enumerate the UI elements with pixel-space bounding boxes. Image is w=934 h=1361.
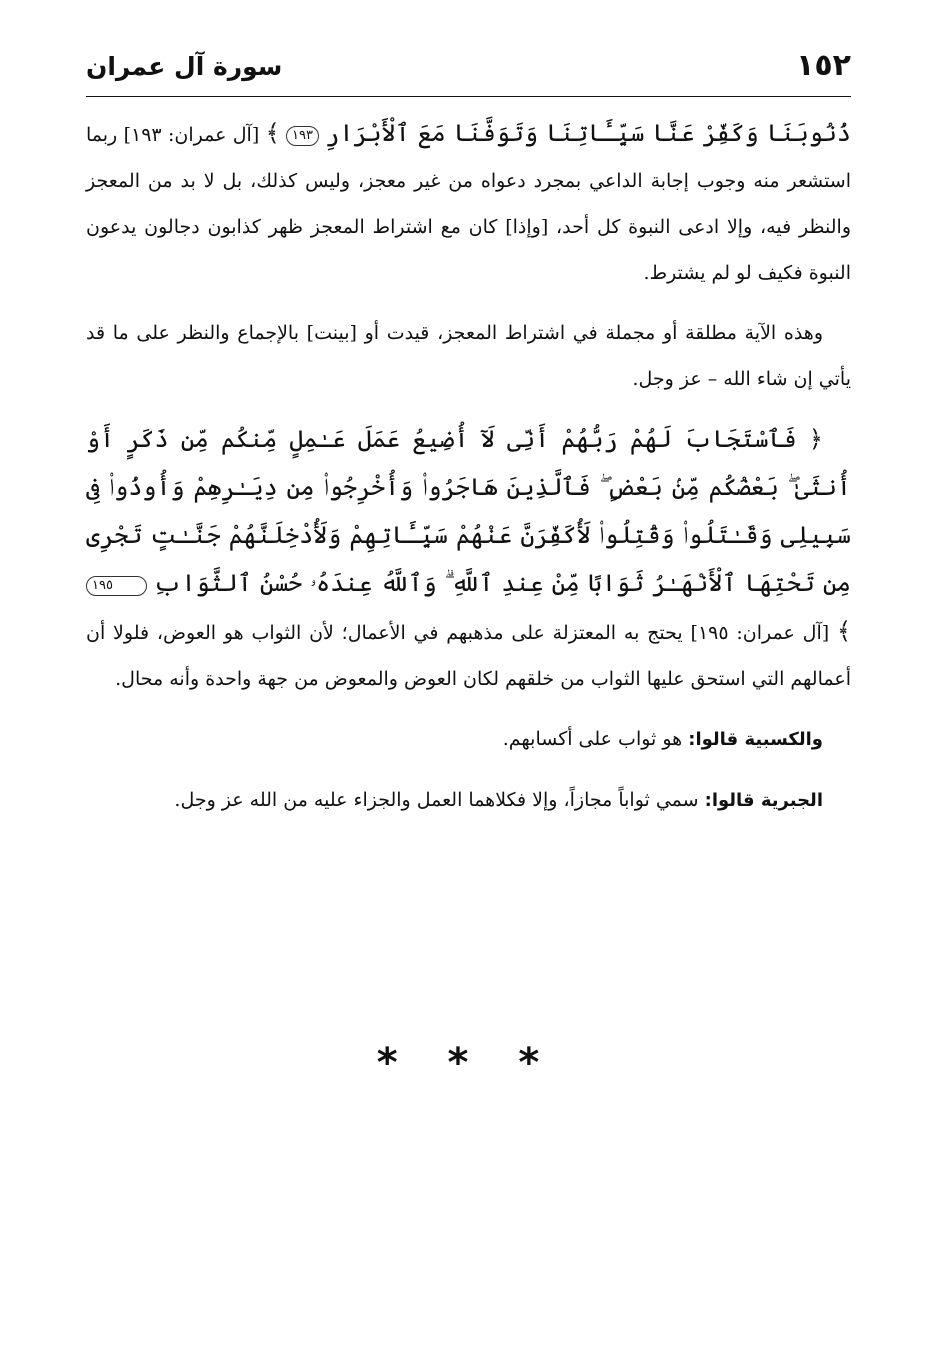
page-header xyxy=(86,46,851,97)
paragraph-4 xyxy=(86,716,851,763)
paragraph-5 xyxy=(86,777,851,824)
page-body xyxy=(86,110,851,838)
commentary-text: هو ثواب على أكسابهم. xyxy=(502,728,683,750)
closing-bracket: ﴾ xyxy=(836,617,852,645)
verse-number-mark: ١٩٣ xyxy=(286,126,319,146)
quran-verse: ذُنُوبَنَا وَكَفِّرْ عَنَّا سَيِّـَٔاتِنَا وَتَوَفَّنَا مَعَ ٱلْأَبْرَارِ xyxy=(325,119,851,147)
page-number: ١٥٢ xyxy=(796,48,851,83)
quran-verse: ﴿ فَٱسْتَجَابَ لَهُمْ رَبُّهُمْ أَنِّى لَآ أُضِيعُ عَمَلَ عَـٰمِلٍ مِّنكُم مِّن ذَكَرٍ أَوْ أُنثَىٰ ۖ بَعْضُكُم مِّنۢ بَعْضٍ ۖ فَٱلَّذِينَ هَاجَرُوا۟ وَأُخْرِجُوا۟ مِن دِيَـٰرِهِمْ وَأُوذُوا۟ فِى سَبِيلِى وَقَـٰتَلُوا۟ وَقُتِلُوا۟ لَأُكَفِّرَنَّ عَنْهُمْ سَيِّـَٔاتِهِمْ وَلَأُدْخِلَنَّهُمْ جَنَّـٰتٍ تَجْرِى مِن تَحْتِهَا ٱلْأَنْهَـٰرُ ثَوَابًا مِّنْ عِندِ ٱللَّهِ ۗ وَٱللَّهُ عِندَهُۥ حُسْنُ ٱلثَّوَابِ xyxy=(86,425,851,597)
commentary-text: [آل عمران: ١٩٥] يحتج به المعتزلة على مذهبهم في الأعمال؛ لأن الثواب هو العوض، فلولا أن أعمالهم التي استحق عليها الثواب من خلقهم لكان العوض والمعوض من جهة واحدة وأنه محال. xyxy=(86,622,851,690)
paragraph-3 xyxy=(86,416,851,702)
section-label: والكسبية قالوا: xyxy=(688,729,823,750)
paragraph-2 xyxy=(86,310,851,402)
commentary-text: [آل عمران: ١٩٣] ربما استشعر منه وجوب إجابة الداعي بمجرد دعواه من غير معجز، وليس كذلك، بل لا بد من المعجز والنظر فيه، وإلا ادعى النبوة كل أحد، [وإذا] كان مع اشتراط المعجز ظهر كذابون دجالون يدعون النبوة فكيف لو لم يشترط. xyxy=(86,124,851,284)
verse-number-mark: ١٩٥ xyxy=(86,576,147,596)
running-title: سورة آل عمران xyxy=(86,52,283,81)
paragraph-1 xyxy=(86,110,851,296)
closing-bracket: ﴾ xyxy=(265,119,280,147)
commentary-text: سمي ثواباً مجازاً، وإلا فكلاهما العمل والجزاء عليه من الله عز وجل. xyxy=(174,789,699,811)
section-label: الجبرية قالوا: xyxy=(704,790,823,811)
section-end-asterisks: * * * xyxy=(376,1040,558,1086)
commentary-text: وهذه الآية مطلقة أو مجملة في اشتراط المعجز، قيدت أو [بينت] بالإجماع والنظر على ما قد يأتي إن شاء الله – عز وجل. xyxy=(86,322,851,390)
